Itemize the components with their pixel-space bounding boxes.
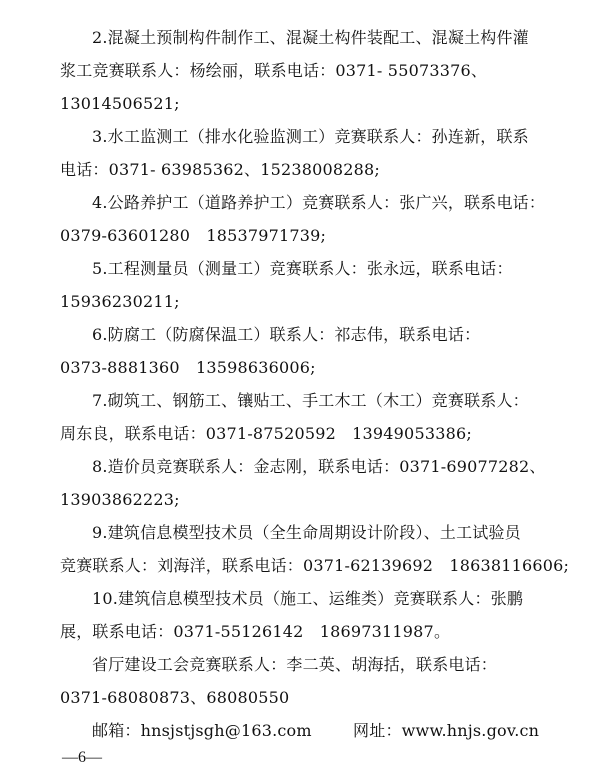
item-6-line-1: 6.防腐工（防腐保温工）联系人：祁志伟，联系电话： <box>92 325 481 344</box>
item-2-line-2: 浆工竞赛联系人：杨绘丽，联系电话：0371- 55073376、 <box>60 61 488 80</box>
email-label: 邮箱： <box>92 721 141 740</box>
item-4-line-1: 4.公路养护工（道路养护工）竞赛联系人：张广兴，联系电话： <box>92 193 546 212</box>
item-5-line-1: 5.工程测量员（测量工）竞赛联系人：张永远，联系电话： <box>92 259 513 278</box>
item-10-line-1: 10.建筑信息模型技术员（施工、运维类）竞赛联系人：张鹏 <box>92 589 524 608</box>
union-contact-line-1: 省厅建设工会竞赛联系人：李二英、胡海括，联系电话： <box>92 655 498 674</box>
item-3-line-2: 电话：0371- 63985362、15238008288; <box>60 160 381 179</box>
item-4-line-2: 0379-63601280 18537971739; <box>60 226 327 245</box>
item-7-line-2: 周东良，联系电话：0371-87520592 13949053386; <box>60 424 472 443</box>
item-2-line-1: 2.混凝土预制构件制作工、混凝土构件装配工、混凝土构件灌 <box>92 28 529 47</box>
item-9-line-1: 9.建筑信息模型技术员（全生命周期设计阶段）、土工试验员 <box>92 523 521 542</box>
contact-footer <box>92 721 592 741</box>
item-9-line-2: 竞赛联系人：刘海洋，联系电话：0371-62139692 18638116606; <box>60 556 570 575</box>
item-10-line-2: 展，联系电话：0371-55126142 18697311987。 <box>60 622 451 641</box>
page-number: —6— <box>62 749 102 766</box>
email-address[interactable]: hnsjstjsgh@163.com <box>140 721 312 740</box>
item-8-line-2: 13903862223; <box>60 490 180 509</box>
website-link[interactable]: www.hnjs.gov.cn <box>401 721 540 740</box>
item-7-line-1: 7.砌筑工、钢筋工、镶贴工、手工木工（木工）竞赛联系人： <box>92 391 529 410</box>
item-8-line-1: 8.造价员竞赛联系人：金志刚，联系电话：0371-69077282、 <box>92 457 546 476</box>
item-2-line-3: 13014506521; <box>60 94 180 113</box>
item-5-line-2: 15936230211; <box>60 292 180 311</box>
website-group <box>353 721 539 740</box>
website-label: 网址： <box>353 721 402 740</box>
email-group <box>92 721 312 740</box>
union-contact-line-2: 0371-68080873、68080550 <box>60 688 290 707</box>
item-3-line-1: 3.水工监测工（排水化验监测工）竞赛联系人：孙连新，联系 <box>92 127 529 146</box>
item-6-line-2: 0373-8881360 13598636006; <box>60 358 316 377</box>
